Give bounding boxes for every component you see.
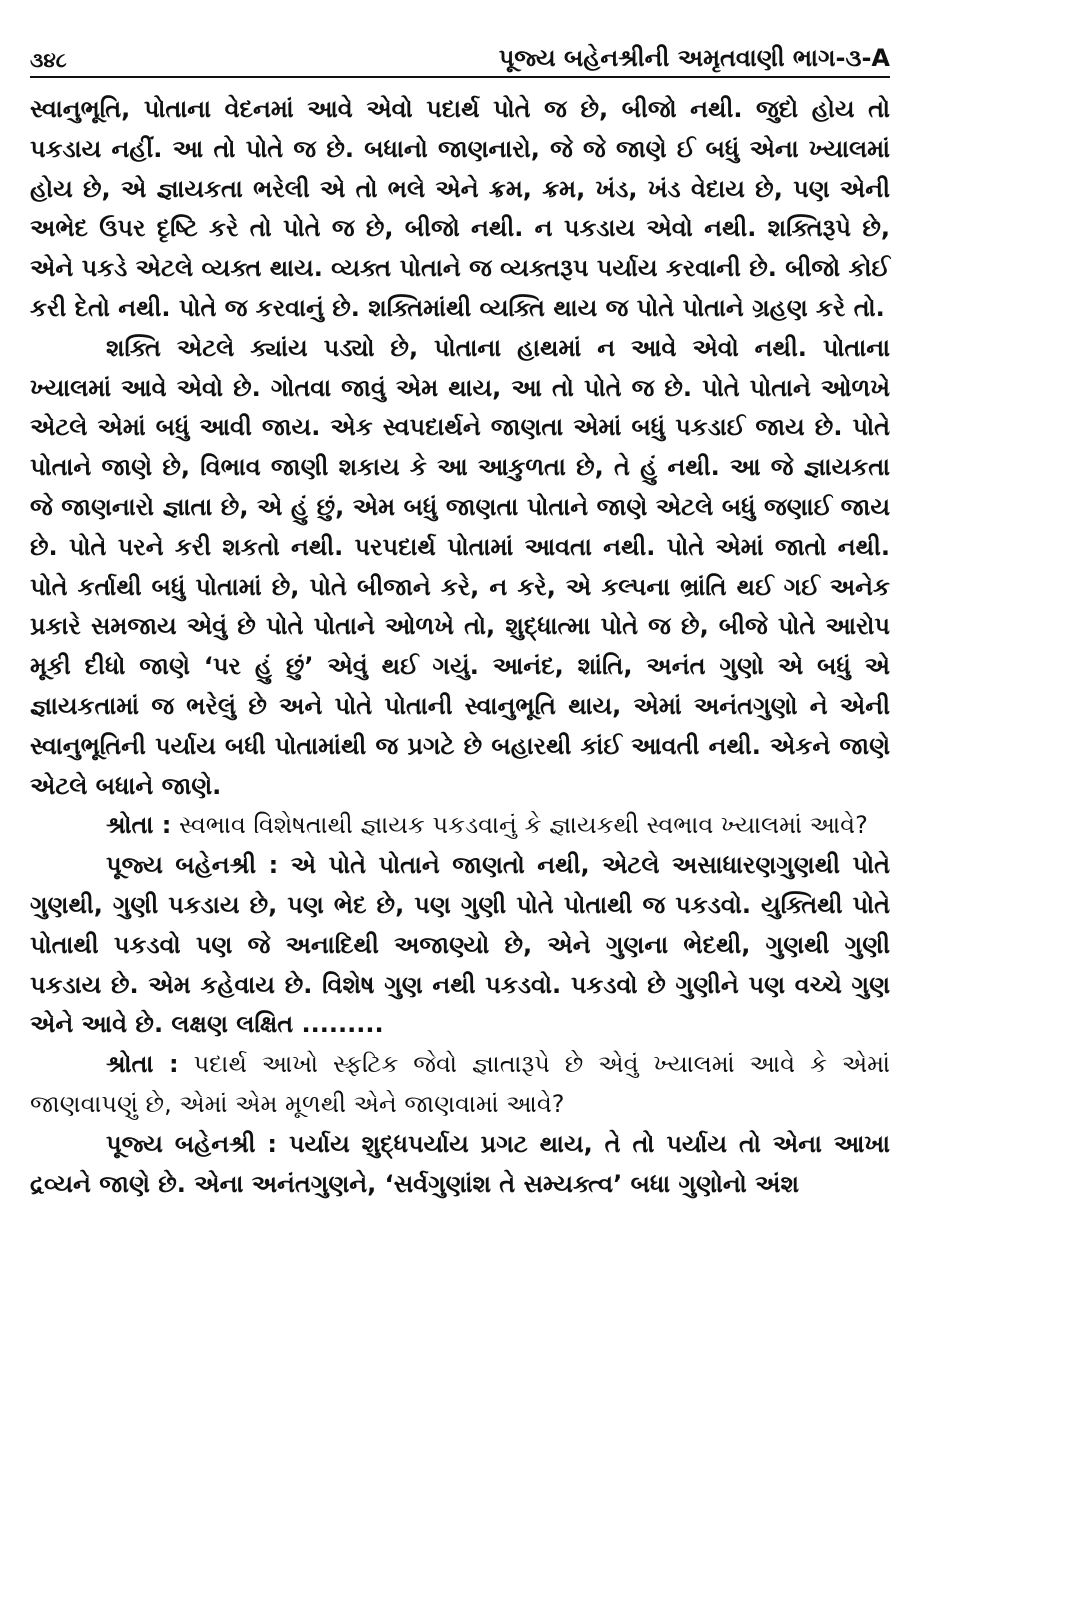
running-title: પૂજ્ય બહેનશ્રીની અમૃતવાણી ભાગ-૩-A (498, 44, 890, 72)
speaker-pujya-behenshri: પૂજ્ય બહેનશ્રી : (106, 851, 279, 880)
paragraph-1: સ્વાનુભૂતિ, પોતાના વેદનમાં આવે એવો પદાર્થ પોતે જ છે, બીજો નથી. જુદો હોય તો પકડાય નહીં. આ તો પોતે જ છે. બધાનો જાણનારો, જે જે જાણે ઈ બધું એના ખ્યાલમાં હોય છે, એ જ્ઞાયકતા ભરેલી એ તો ભલે એને ક્રમ, ક્રમ, ખંડ, ખંડ વેદાય છે, પણ એની અભેદ ઉપર દૃષ્ટિ કરે તો પોતે જ છે, બીજો નથી. ન પકડાય એવો નથી. શક્તિરૂપે છે, એને પકડે એટલે વ્યક્ત થાય. વ્યક્ત પોતાને જ વ્યક્તરૂપ પર્યાય કરવાની છે. બીજો કોઈ કરી દેતો નથી. પોતે જ કરવાનું છે. શક્તિમાંથી વ્યક્તિ થાય જ પોતે પોતાને ગ્રહણ કરે તો. (30, 95, 890, 322)
answer-1-text: એ પોતે પોતાને જાણતો નથી, એટલે અસાધારણગુણથી પોતે ગુણથી, ગુણી પકડાય છે, પણ ભેદ છે, પણ ગુણી પોતે પોતાથી જ પકડવો. યુક્તિથી પોતે પોતાથી પકડવો પણ જે અનાદિથી અજાણ્યો છે, એને ગુણના ભેદથી, ગુણથી ગુણી પકડાય છે. એમ કહેવાય છે. વિશેષ ગુણ નથી પકડવો. પકડવો છે ગુણીને પણ વચ્ચે ગુણ એને આવે છે. લક્ષણ લક્ષિત ......... (30, 851, 890, 1039)
speaker-listener: શ્રોતા : (106, 1050, 179, 1079)
page-body (30, 90, 890, 1204)
paragraph-2: શક્તિ એટલે ક્યાંય પડ્યો છે, પોતાના હાથમાં ન આવે એવો નથી. પોતાના ખ્યાલમાં આવે એવો છે. ગોતવા જાવું એમ થાય, આ તો પોતે જ છે. પોતે પોતાને ઓળખે એટલે એમાં બધું આવી જાય. એક સ્વપદાર્થને જાણતા એમાં બધું પકડાઈ જાય છે. પોતે પોતાને જાણે છે, વિભાવ જાણી શકાય કે આ આકુળતા છે, તે હું નથી. આ જે જ્ઞાયકતા જે જાણનારો જ્ઞાતા છે, એ હું છું, એમ બધું જાણતા પોતાને જાણે એટલે બધું જણાઈ જાય છે. પોતે પરને કરી શકતો નથી. પરપદાર્થ પોતામાં આવતા નથી. પોતે એમાં જાતો નથી. પોતે કર્તાથી બધું પોતામાં છે, પોતે બીજાને કરે, ન કરે, એ કલ્પના ભ્રાંતિ થઈ ગઈ અનેક પ્રકારે સમજાય એવું છે પોતે પોતાને ઓળખે તો, શુદ્ધાત્મા પોતે જ છે, બીજે પોતે આરોપ મૂકી દીધો જાણે ‘પર હું છું’ એવું થઈ ગયું. આનંદ, શાંતિ, અનંત ગુણો એ બધું એ જ્ઞાયકતામાં જ ભરેલું છે અને પોતે પોતાની સ્વાનુભૂતિ થાય, એમાં અનંતગુણો ને એની સ્વાનુભૂતિની પર્યાય બધી પોતામાંથી જ પ્રગટે છે બહારથી કાંઈ આવતી નથી. એકને જાણે એટલે બધાને જાણે. (30, 333, 890, 800)
answer-2 (30, 1125, 890, 1205)
question-1-text: સ્વભાવ વિશેષતાથી જ્ઞાયક પકડવાનું કે જ્ઞાયકથી સ્વભાવ ખ્યાલમાં આવે? (171, 811, 868, 840)
page-header (30, 40, 890, 78)
book-page (30, 40, 890, 1204)
answer-1 (30, 846, 890, 1045)
question-2-text: પદાર્થ આખો સ્ફટિક જેવો જ્ઞાતારૂપે છે એવું ખ્યાલમાં આવે કે એમાં જાણવાપણું છે, એમાં એમ મૂળથી એને જાણવામાં આવે? (30, 1050, 890, 1118)
page-number: ૩૪૮ (30, 48, 67, 72)
answer-2-text: પર્યાય શુદ્ધપર્યાય પ્રગટ થાય, તે તો પર્યાય તો એના આખા દ્રવ્યને જાણે છે. એના અનંતગુણને, ‘સર્વગુણાંશ તે સમ્યક્ત્વ’ બધા ગુણોનો અંશ (30, 1129, 890, 1198)
speaker-listener: શ્રોતા : (106, 811, 172, 840)
question-1 (30, 806, 890, 846)
speaker-pujya-behenshri: પૂજ્ય બહેનશ્રી : (106, 1129, 278, 1158)
question-2 (30, 1045, 890, 1125)
